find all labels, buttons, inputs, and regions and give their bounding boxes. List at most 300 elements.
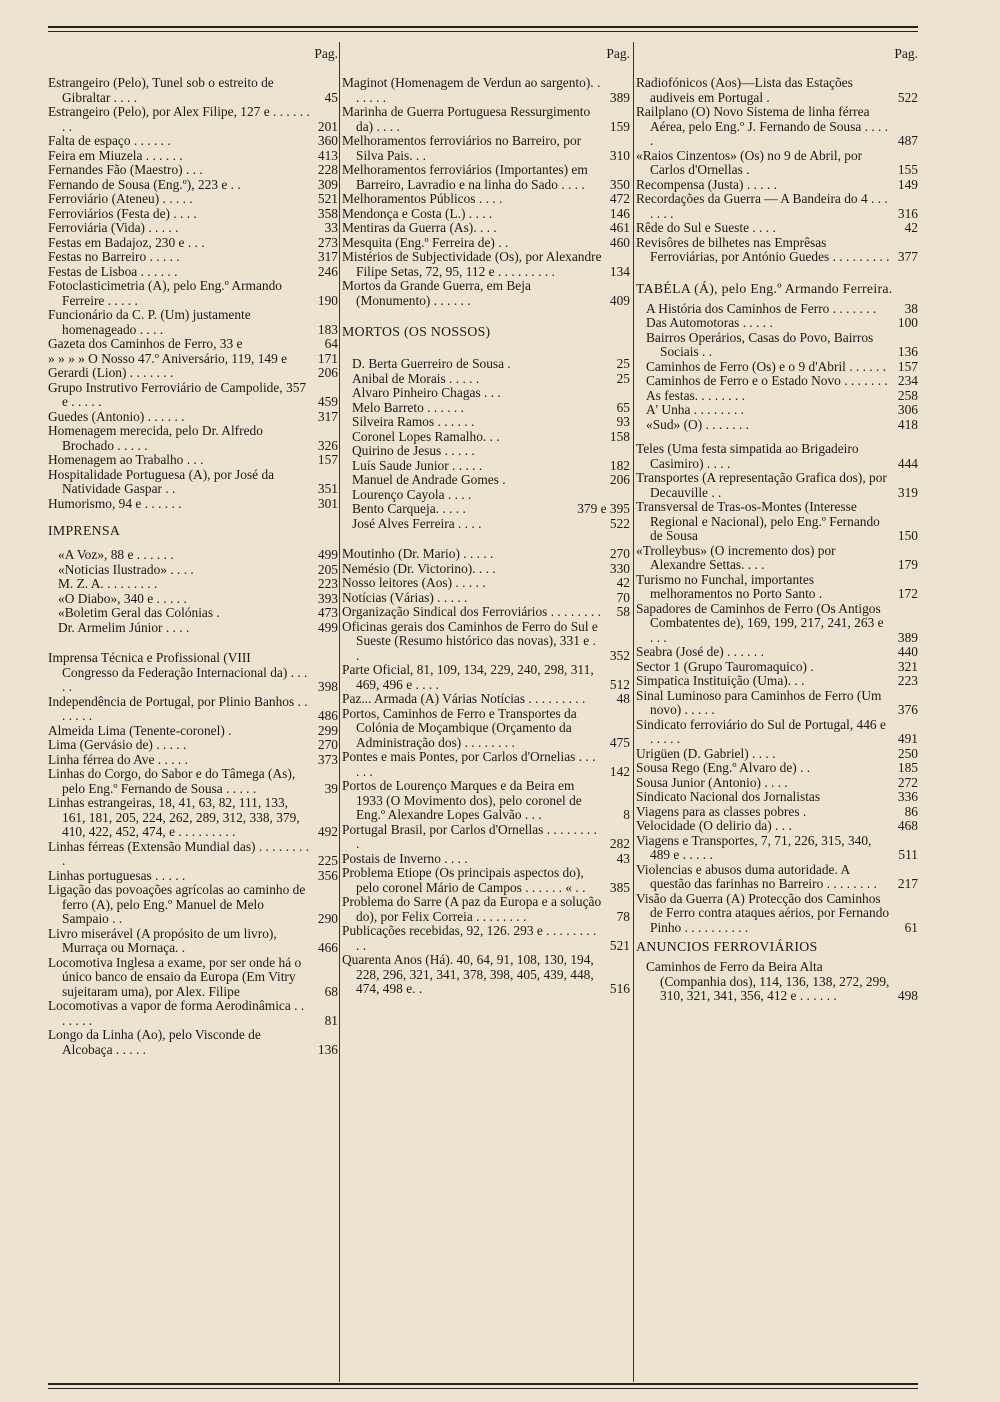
index-entry: [342, 488, 630, 503]
entry-title: Nemésio (Dr. Victorino). . . .: [342, 560, 496, 576]
entry-page-number: 350: [609, 176, 630, 192]
index-entry: [48, 221, 338, 236]
entry-page-number: 413: [317, 147, 338, 163]
entry-title: Ferroviários (Festa de) . . . .: [48, 205, 197, 221]
entry-title: Urigüen (D. Gabriel) . . . .: [636, 745, 776, 761]
entry-page-number: 376: [897, 702, 918, 717]
index-entry: [48, 236, 338, 251]
entry-title: «Sud» (O) . . . . . . .: [646, 416, 750, 432]
entry-page-number: 309: [317, 176, 338, 192]
entry-page-number: 250: [897, 745, 918, 761]
index-entry: [48, 883, 338, 927]
index-entry: [342, 779, 630, 823]
entry-page-number: 459: [317, 394, 338, 409]
index-entry: [48, 250, 338, 265]
entry-title: Violencias e abusos duma autoridade. A questão das farinhas no Barreiro . . . . . . . .: [636, 861, 877, 891]
entry-title: Feira em Miuzela . . . . . .: [48, 147, 183, 163]
index-entry: [48, 563, 338, 578]
entry-page-number: 473: [317, 605, 338, 620]
entry-page-number: 190: [317, 292, 338, 308]
index-entry: [636, 544, 918, 573]
entry-title: A' Unha . . . . . . . .: [646, 402, 744, 417]
index-entry: [342, 192, 630, 207]
entry-title: Luís Saude Junior . . . . .: [352, 457, 483, 473]
entry-title: Festas de Lisboa . . . . . .: [48, 263, 178, 279]
index-entry: [342, 924, 630, 953]
entry-title: Linhas do Corgo, do Sabor e do Tâmega (As), pelo Eng.º Fernando de Sousa . . . . .: [48, 766, 296, 796]
entry-title: Linhas férreas (Extensão Mundial das) . . . . . . . . .: [48, 838, 310, 868]
index-entry: [342, 823, 630, 852]
entry-title: Homenagem ao Trabalho . . .: [48, 452, 204, 467]
index-entry: [342, 459, 630, 474]
entry-page-number: 487: [897, 133, 918, 148]
entry-list: [342, 357, 630, 531]
entry-page-number: 223: [897, 673, 918, 688]
entry-page-number: 336: [897, 789, 918, 804]
index-entry: [48, 651, 338, 695]
index-entry: [342, 430, 630, 445]
index-entry: [636, 747, 918, 762]
entry-title: Visão da Guerra (A) Protecção dos Caminhos de Ferro contra ataques aérios, por Fernando Pinho . . . . . . . . . .: [636, 890, 890, 935]
entry-page-number: 306: [897, 402, 918, 417]
entry-list: [636, 302, 918, 433]
entry-page-number: 317: [317, 249, 338, 264]
entry-title: Mortos da Grande Guerra, em Beja (Monumento) . . . . . .: [342, 278, 531, 308]
index-entry: [48, 410, 338, 425]
index-entry: [48, 468, 338, 497]
index-entry: [48, 76, 338, 105]
index-entry: [342, 250, 630, 279]
entry-title: Problema do Sarre (A paz da Europa e a solução do), por Felix Correia . . . . . . . .: [342, 894, 602, 924]
entry-title: Linhas estrangeiras, 18, 41, 63, 82, 111, 133, 161, 181, 205, 224, 262, 289, 312, 338, 379, 410, 422, 452, 474, e . . . . . . . . .: [48, 795, 300, 839]
page-heading-label: Pag.: [314, 46, 338, 61]
entry-title: Funcionário da C. P. (Um) justamente homenageado . . . .: [48, 307, 251, 337]
index-entry: [48, 381, 338, 410]
index-entry: [342, 207, 630, 222]
entry-page-number: 183: [317, 321, 338, 337]
index-entry: [48, 265, 338, 280]
entry-title: «Boletim Geral das Colónias .: [58, 605, 220, 620]
index-entry: [636, 790, 918, 805]
entry-page-number: 273: [317, 234, 338, 250]
index-entry: [636, 403, 918, 418]
entry-page-number: 468: [897, 818, 918, 833]
entry-page-number: 498: [897, 988, 918, 1003]
entry-page-number: 234: [897, 373, 918, 388]
index-entry: [48, 308, 338, 337]
index-entry: [636, 105, 918, 149]
index-entry: [636, 471, 918, 500]
entry-title: Maginot (Homenagem de Verdun ao sargento). . . . . . .: [342, 75, 601, 105]
entry-title: Sousa Junior (Antonio) . . . .: [636, 774, 788, 790]
entry-title: Manuel de Andrade Gomes .: [352, 472, 506, 487]
bottom-rule-thin: [48, 1388, 918, 1389]
entry-title: Almeida Lima (Tenente-coronel) .: [48, 722, 232, 738]
entry-page-number: 58: [616, 604, 630, 619]
index-entry: [636, 892, 918, 936]
entry-page-number: 86: [904, 803, 918, 819]
entry-page-number: 157: [897, 358, 918, 374]
entry-title: Dr. Armelim Júnior . . . .: [58, 619, 190, 635]
top-rule: [48, 26, 918, 28]
index-entry: [342, 852, 630, 867]
entry-title: Longo da Linha (Ao), pelo Visconde de Alcobaça . . . . .: [48, 1027, 261, 1057]
entry-title: Quirino de Jesus . . . . .: [352, 443, 475, 458]
entry-title: Teles (Uma festa simpatida ao Brigadeiro Casimiro) . . . .: [636, 441, 859, 471]
entry-page-number: 8: [623, 807, 630, 822]
entry-page-number: 142: [609, 763, 630, 779]
entry-list: [636, 960, 918, 1004]
entry-title: Festas em Badajoz, 230 e . . .: [48, 234, 205, 250]
entry-title: Estrangeiro (Pelo), por Alex Filipe, 127 e . . . . . . . .: [48, 104, 310, 134]
index-entry: [342, 591, 630, 606]
entry-page-number: 42: [616, 575, 630, 590]
entry-page-number: 358: [317, 205, 338, 221]
entry-page-number: 379 e 395: [577, 501, 630, 516]
entry-title: Linha férrea do Ave . . . . .: [48, 751, 188, 767]
index-entry: [48, 577, 338, 592]
index-entry: [636, 316, 918, 331]
index-entry: [48, 192, 338, 207]
entry-page-number: 373: [317, 751, 338, 767]
entry-title: Sinal Luminoso para Caminhos de Ferro (Um novo) . . . . .: [636, 687, 882, 717]
entry-title: Paz... Armada (A) Várias Notícias . . . . . . . . .: [342, 691, 586, 706]
index-entry: [636, 660, 918, 675]
index-entry: [636, 192, 918, 221]
entry-page-number: 351: [317, 481, 338, 496]
entry-title: Parte Oficial, 81, 109, 134, 229, 240, 298, 311, 469, 496 e . . . .: [342, 662, 594, 692]
entry-page-number: 521: [609, 937, 630, 953]
entry-page-number: 317: [317, 408, 338, 424]
index-entry: [342, 386, 630, 401]
entry-page-number: 299: [317, 722, 338, 738]
index-entry: [342, 562, 630, 577]
entry-page-number: 385: [609, 879, 630, 895]
entry-title: Sousa Rego (Eng.º Alvaro de) . .: [636, 760, 811, 775]
entry-title: Falta de espaço . . . . . .: [48, 133, 171, 148]
entry-title: Caminhos de Ferro e o Estado Novo . . . . . . .: [646, 373, 888, 388]
entry-title: As festas. . . . . . . .: [646, 387, 745, 403]
entry-title: Simpatica Instituição (Uma). . .: [636, 673, 805, 688]
index-entry: [342, 605, 630, 620]
entry-page-number: 522: [609, 515, 630, 531]
column-divider: [339, 42, 340, 1382]
entry-page-number: 499: [317, 619, 338, 635]
index-entry: [48, 869, 338, 884]
index-entry: [636, 178, 918, 193]
entry-title: Melo Barreto . . . . . .: [352, 399, 464, 415]
index-entry: [48, 453, 338, 468]
entry-list: [48, 548, 338, 635]
entry-title: Mentiras da Guerra (As). . . .: [342, 220, 497, 235]
entry-title: Notícias (Várias) . . . . .: [342, 589, 468, 605]
entry-title: Sapadores de Caminhos de Ferro (Os Antigos Combatentes de), 169, 199, 217, 241, 263 e . . .: [636, 600, 884, 645]
index-entry: [342, 692, 630, 707]
index-entry: [636, 149, 918, 178]
entry-page-number: 290: [317, 911, 338, 926]
entry-page-number: 68: [324, 983, 338, 999]
entry-page-number: 352: [609, 647, 630, 663]
entry-page-number: 150: [897, 528, 918, 543]
entry-page-number: 228: [317, 162, 338, 177]
entry-list: [48, 76, 338, 511]
index-entry: [342, 750, 630, 779]
entry-page-number: 360: [317, 133, 338, 148]
entry-page-number: 25: [616, 356, 630, 371]
entry-page-number: 171: [317, 350, 338, 366]
index-entry: [342, 105, 630, 134]
index-entry: [636, 776, 918, 791]
index-entry: [636, 360, 918, 375]
entry-page-number: 45: [324, 89, 338, 105]
entry-page-number: 475: [609, 734, 630, 750]
entry-title: Mistérios de Subjectividade (Os), por Alexandre Filipe Setas, 72, 95, 112 e . . . . . . . . .: [342, 249, 602, 279]
entry-page-number: 492: [317, 824, 338, 839]
entry-title: Guedes (Antonio) . . . . . .: [48, 408, 185, 424]
entry-title: Turismo no Funchal, importantes melhoramentos no Porto Santo .: [636, 571, 823, 601]
entry-title: Viagens para as classes pobres .: [636, 803, 807, 819]
entry-title: Radiofónicos (Aos)—Lista das Estações audiveis em Portugal .: [636, 75, 853, 105]
entry-title: Estrangeiro (Pelo), Tunel sob o estreito de Gibraltar . . . .: [48, 75, 274, 105]
entry-page-number: 460: [609, 234, 630, 250]
entry-page-number: 409: [609, 292, 630, 308]
entry-title: Portugal Brasil, por Carlos d'Ornellas . . . . . . . . .: [342, 821, 597, 851]
entry-title: Moutinho (Dr. Mario) . . . . .: [342, 546, 494, 561]
entry-title: Railplano (O) Novo Sistema de linha férrea Aérea, pelo Eng.º J. Fernando de Sousa . . . . .: [636, 104, 889, 148]
index-entry: [636, 76, 918, 105]
entry-title: Silveira Ramos . . . . . .: [352, 414, 475, 429]
entry-page-number: 522: [897, 89, 918, 105]
index-entry: [342, 953, 630, 997]
entry-title: Recompensa (Justa) . . . . .: [636, 176, 777, 192]
entry-page-number: 48: [616, 691, 630, 706]
entry-title: Portos, Caminhos de Ferro e Transportes da Colónia de Moçambique (Orçamento da Administração dos) . . . . . . . .: [342, 705, 577, 750]
index-entry: [48, 695, 338, 724]
index-entry: [48, 840, 338, 869]
entry-title: Hospitalidade Portuguesa (A), por José da Natividade Gaspar . .: [48, 466, 275, 496]
index-entry: [48, 1028, 338, 1057]
entry-title: Ferroviário (Ateneu) . . . . .: [48, 191, 193, 206]
entry-title: Gerardi (Lion) . . . . . . .: [48, 365, 174, 380]
index-entry: [636, 573, 918, 602]
entry-title: Independência de Portugal, por Plinio Banhos . . . . . . .: [48, 693, 308, 723]
entry-page-number: 521: [317, 191, 338, 206]
entry-page-number: 146: [609, 205, 630, 221]
index-entry: [342, 895, 630, 924]
entry-title: Mesquita (Eng.º Ferreira de) . .: [342, 234, 509, 250]
entry-page-number: 134: [609, 263, 630, 279]
index-entry: [48, 796, 338, 840]
entry-title: Bento Carqueja. . . . .: [352, 501, 466, 516]
index-entry: [48, 753, 338, 768]
entry-page-number: 461: [609, 220, 630, 235]
entry-title: Ligação das povoações agrícolas ao caminho de ferro (A), pelo Eng.º Manuel de Melo Sampaio . .: [48, 882, 306, 926]
entry-page-number: 272: [897, 774, 918, 790]
entry-title: Sindicato Nacional dos Jornalistas: [636, 789, 821, 804]
page-heading-label: Pag.: [894, 46, 918, 61]
entry-title: Fernandes Fão (Maestro) . . .: [48, 162, 203, 177]
index-column-1: [48, 40, 338, 1385]
entry-title: Homenagem merecida, pelo Dr. Alfredo Brochado . . . . .: [48, 423, 263, 453]
entry-title: Imprensa Técnica e Profissional (VIII Congresso da Federação Internacional da) . . . . .: [48, 650, 308, 694]
index-entry: [48, 134, 338, 149]
entry-page-number: 466: [317, 940, 338, 955]
index-entry: [48, 592, 338, 607]
entry-title: Oficinas gerais dos Caminhos de Ferro do Sul e Sueste (Resumo histórico das novas), 331 e . .: [342, 618, 598, 663]
entry-page-number: 206: [609, 472, 630, 487]
entry-title: Gazeta dos Caminhos de Ferro, 33 e: [48, 336, 243, 351]
index-entry: [48, 149, 338, 164]
entry-page-number: 38: [904, 300, 918, 316]
entry-title: Das Automotoras . . . . .: [646, 315, 773, 330]
entry-title: Sindicato ferroviário do Sul de Portugal, 446 e . . . . .: [636, 716, 886, 746]
index-entry: [342, 502, 630, 517]
index-entry: [636, 718, 918, 747]
entry-title: Anibal de Morais . . . . .: [352, 370, 480, 386]
entry-page-number: 389: [609, 89, 630, 105]
entry-page-number: 499: [317, 547, 338, 562]
index-entry: [636, 418, 918, 433]
entry-title: Problema Etiope (Os principais aspectos do), pelo coronel Mário de Campos . . . . . . « . .: [342, 865, 586, 895]
entry-title: Caminhos de Ferro da Beira Alta (Companhia dos), 114, 136, 138, 272, 299, 310, 321, 341, 356, 412 e . . . . . .: [646, 959, 890, 1003]
index-entry: [636, 331, 918, 360]
entry-list: [636, 442, 918, 935]
index-entry: [48, 738, 338, 753]
index-entry: [636, 500, 918, 544]
entry-page-number: 205: [317, 561, 338, 577]
index-entry: [636, 805, 918, 820]
entry-page-number: 486: [317, 708, 338, 723]
entry-page-number: 149: [897, 176, 918, 192]
entry-title: Bairros Operários, Casas do Povo, Bairros Sociais . .: [646, 329, 874, 359]
entry-page-number: 136: [897, 344, 918, 359]
entry-title: Alvaro Pinheiro Chagas . . .: [352, 385, 501, 400]
entry-page-number: 258: [897, 387, 918, 403]
entry-page-number: 398: [317, 679, 338, 694]
entry-title: «O Diabo», 340 e . . . . .: [58, 590, 187, 606]
index-entry: [636, 442, 918, 471]
index-entry: [636, 674, 918, 689]
entry-page-number: 326: [317, 437, 338, 453]
entry-title: Ferroviária (Vida) . . . . .: [48, 220, 179, 235]
index-entry: [636, 221, 918, 236]
entry-page-number: 182: [609, 457, 630, 473]
index-entry: [48, 207, 338, 222]
index-entry: [48, 767, 338, 796]
entry-title: Portos de Lourenço Marques e da Beira em 1933 (O Movimento dos), pelo coronel de Eng.º Alexandre Lopes Galvão . . .: [342, 778, 582, 822]
entry-page-number: 512: [609, 676, 630, 692]
entry-page-number: 301: [317, 495, 338, 511]
index-entry: [636, 863, 918, 892]
entry-page-number: 516: [609, 981, 630, 996]
entry-page-number: 61: [904, 919, 918, 935]
entry-page-number: 65: [616, 399, 630, 415]
entry-title: Viagens e Transportes, 7, 71, 226, 315, 340, 489 e . . . . .: [636, 832, 872, 862]
entry-title: M. Z. A. . . . . . . . .: [58, 576, 158, 591]
entry-title: «Trolleybus» (O incremento dos) por Alexandre Settas. . . .: [636, 542, 836, 572]
index-entry: [48, 606, 338, 621]
entry-title: D. Berta Guerreiro de Sousa .: [352, 356, 511, 371]
entry-title: Mendonça e Costa (L.) . . . .: [342, 205, 493, 221]
entry-title: Livro miserável (A propósito de um livro), Murraça ou Mornaça. .: [48, 925, 277, 955]
index-entry: [48, 178, 338, 193]
entry-page-number: 39: [324, 780, 338, 796]
entry-page-number: 217: [897, 876, 918, 891]
index-entry: [636, 761, 918, 776]
index-entry: [48, 621, 338, 636]
entry-page-number: 155: [897, 162, 918, 177]
column-divider: [633, 42, 634, 1382]
entry-title: «Raios Cinzentos» (Os) no 9 de Abril, por Carlos d'Ornellas .: [636, 147, 863, 177]
entry-title: José Alves Ferreira . . . .: [352, 515, 482, 531]
index-entry: [48, 163, 338, 178]
entry-title: Publicações recebidas, 92, 126. 293 e . . . . . . . . . .: [342, 923, 597, 953]
entry-title: Organização Sindical dos Ferroviários . . . . . . . .: [342, 604, 601, 619]
index-entry: [48, 548, 338, 563]
entry-page-number: 225: [317, 853, 338, 868]
index-entry: [342, 866, 630, 895]
section-heading: IMPRENSA: [48, 523, 121, 538]
entry-page-number: 389: [897, 629, 918, 645]
index-entry: [342, 663, 630, 692]
entry-title: Transversal de Tras-os-Montes (Interesse Regional e Nacional), pelo Eng.º Fernando de Sousa: [636, 499, 880, 543]
index-entry: [636, 834, 918, 863]
entry-title: Fernando de Sousa (Eng.º), 223 e . .: [48, 176, 241, 192]
index-entry: [636, 819, 918, 834]
entry-title: Revisôres de bilhetes nas Emprêsas Ferroviárias, por António Guedes . . . . . . . . .: [636, 234, 890, 264]
entry-page-number: 282: [609, 836, 630, 851]
entry-page-number: 42: [904, 220, 918, 235]
index-entry: [342, 357, 630, 372]
index-entry: [48, 999, 338, 1028]
index-entry: [636, 302, 918, 317]
entry-list: [342, 547, 630, 997]
entry-page-number: 64: [324, 336, 338, 351]
entry-page-number: 185: [897, 760, 918, 775]
entry-page-number: 136: [317, 1041, 338, 1057]
top-rule-thin: [48, 31, 918, 32]
index-entry: [342, 473, 630, 488]
entry-title: Caminhos de Ferro (Os) e o 9 d'Abril . . . . . .: [646, 358, 887, 374]
entry-title: Melhoramentos ferroviários (Importantes) em Barreiro, Lavradio e na linha do Sado . . . .: [342, 162, 588, 192]
entry-list: [636, 76, 918, 265]
entry-title: Recordações da Guerra — A Bandeira do 4 . . . . . . .: [636, 191, 888, 221]
entry-title: Coronel Lopes Ramalho. . .: [352, 428, 500, 444]
index-entry: [48, 956, 338, 1000]
section-heading: ANUNCIOS FERROVIÁRIOS: [636, 939, 818, 954]
entry-page-number: 246: [317, 263, 338, 279]
entry-title: Melhoramentos ferroviários no Barreiro, por Silva Pais. . .: [342, 133, 582, 163]
entry-page-number: 393: [317, 590, 338, 606]
entry-page-number: 25: [616, 370, 630, 386]
index-entry: [636, 236, 918, 265]
index-entry: [48, 424, 338, 453]
entry-title: Lourenço Cayola . . . .: [352, 486, 472, 502]
entry-title: «A Voz», 88 e . . . . . .: [58, 547, 174, 562]
entry-page-number: 100: [897, 315, 918, 330]
index-column-2: [342, 40, 630, 1385]
entry-page-number: 158: [609, 428, 630, 444]
index-entry: [48, 105, 338, 134]
index-entry: [342, 221, 630, 236]
entry-title: » » » » O Nosso 47.º Aniversário, 119, 149 e: [48, 350, 288, 366]
index-entry: [48, 724, 338, 739]
entry-page-number: 33: [324, 220, 338, 235]
index-entry: [48, 279, 338, 308]
entry-page-number: 316: [897, 205, 918, 221]
entry-page-number: 418: [897, 416, 918, 432]
entry-page-number: 206: [317, 365, 338, 380]
